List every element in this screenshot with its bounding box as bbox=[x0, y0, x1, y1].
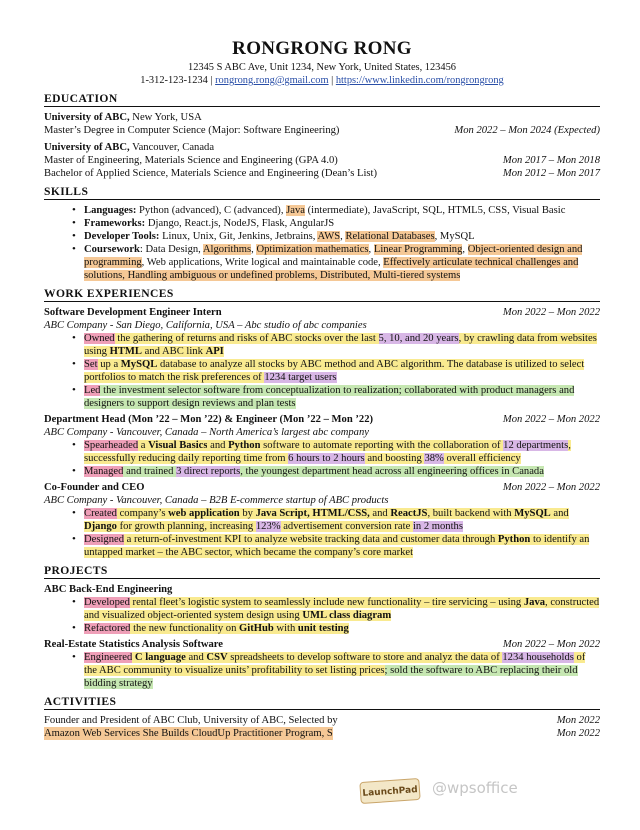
action-verb: Developed bbox=[84, 597, 130, 608]
school-location: New York, USA bbox=[129, 112, 202, 123]
skill-label: Languages: bbox=[84, 205, 137, 216]
bullet-text: to identify an untapped market – the ABC sector, which became the company’s core market bbox=[84, 534, 590, 558]
list-item bbox=[84, 465, 600, 478]
skill-text: , MySQL bbox=[434, 231, 475, 242]
tech: MySQL bbox=[514, 508, 551, 519]
activity-date: Mon 2022 bbox=[556, 715, 600, 726]
project-date: Mon 2022 – Mon 2022 bbox=[502, 639, 600, 650]
metric: 5, 10, and 20 years bbox=[378, 333, 459, 344]
skill-highlight: Optimization mathematics bbox=[256, 244, 369, 255]
job-company: ABC Company - Vancouver, Canada – North America’s largest abc company bbox=[44, 427, 369, 438]
job-company: ABC Company - Vancouver, Canada – B2B E-commerce startup of ABC products bbox=[44, 495, 389, 506]
skill-text: , bbox=[462, 244, 468, 255]
degree-date: Mon 2017 – Mon 2018 bbox=[502, 155, 600, 166]
bullet-text: software to automate reporting with the collaboration of bbox=[260, 440, 504, 451]
metric: 12 departments bbox=[503, 440, 569, 451]
tech: C language bbox=[134, 652, 186, 663]
tech: Java Script, HTML/CSS, bbox=[255, 508, 370, 519]
skill-label: Developer Tools: bbox=[84, 231, 160, 242]
bullet-text: , the youngest department head across all engineering offices in Canada bbox=[240, 466, 544, 477]
skills-section bbox=[44, 185, 600, 282]
separator: | bbox=[328, 75, 336, 86]
action-verb: Led bbox=[84, 385, 101, 396]
list-item bbox=[84, 596, 600, 622]
bullet-text: and bbox=[369, 508, 391, 519]
section-title-work: WORK EXPERIENCES bbox=[44, 287, 600, 302]
action-verb: Owned bbox=[84, 333, 115, 344]
metric: 1234 target users bbox=[264, 372, 337, 383]
metric: in 2 months bbox=[412, 521, 463, 532]
project-title: ABC Back-End Engineering bbox=[44, 584, 173, 595]
activity-row bbox=[44, 714, 600, 727]
bullet-text: and ABC link bbox=[141, 346, 206, 357]
skill-text: , Web applications, Write logical and maintainable code, bbox=[141, 257, 384, 268]
list-item bbox=[84, 230, 600, 243]
job-entry bbox=[44, 481, 600, 559]
job-date: Mon 2022 – Mon 2022 bbox=[502, 414, 600, 425]
skill-text: , bbox=[368, 244, 374, 255]
bullet-text: , built backend with bbox=[427, 508, 515, 519]
bullet-text: spreadsheets to develop software to store and analyz the data of bbox=[227, 652, 503, 663]
bullet-text: , successfully reducing daily reporting time from bbox=[84, 440, 571, 464]
bullet-text: and bbox=[550, 508, 569, 519]
section-title-projects: PROJECTS bbox=[44, 564, 600, 579]
bullet-text: , constructed and visualized object-oriented system design using bbox=[84, 597, 600, 621]
list-item bbox=[84, 651, 600, 690]
bullet-text: the gathering of returns and risks of ABC stocks over the last bbox=[114, 333, 379, 344]
bullet-text: by bbox=[239, 508, 256, 519]
job-entry bbox=[44, 413, 600, 478]
skill-text: , bbox=[340, 231, 346, 242]
bullet-text: database to analyze all stocks by ABC method and ABC algorithm. The database is utilized to select portfolios to match the risk preferences of bbox=[84, 359, 585, 383]
degree-date: Mon 2022 – Mon 2024 (Expected) bbox=[454, 125, 600, 136]
contact-line bbox=[44, 74, 600, 87]
project-entry bbox=[44, 583, 600, 635]
tech: unit testing bbox=[297, 623, 349, 634]
job-bullets bbox=[44, 439, 600, 478]
project-bullets bbox=[44, 651, 600, 690]
action-verb: Set bbox=[84, 359, 98, 370]
skill-highlight: Java bbox=[286, 205, 305, 216]
action-verb: Designed bbox=[84, 534, 125, 545]
bullet-text: the new functionality on bbox=[130, 623, 240, 634]
bullet-text: company’s bbox=[116, 508, 169, 519]
skill-text: , bbox=[122, 270, 128, 281]
list-item bbox=[84, 507, 600, 533]
activity-date: Mon 2022 bbox=[556, 728, 600, 739]
skill-text: Python (advanced), C (advanced), bbox=[136, 205, 287, 216]
project-bullets bbox=[44, 596, 600, 635]
skill-text: (intermediate), JavaScript, SQL, HTML5, CSS, Visual Basic bbox=[304, 205, 566, 216]
action-verb: Managed bbox=[84, 466, 124, 477]
skill-text: , bbox=[251, 244, 257, 255]
bullet-text: and bbox=[185, 652, 207, 663]
job-bullets bbox=[44, 507, 600, 559]
school-entry bbox=[44, 141, 600, 180]
bullet-text: for growth planning, increasing bbox=[116, 521, 256, 532]
bullet-text: rental fleet’s logistic system to seamlessly include new functionality – tire servicing – using bbox=[129, 597, 524, 608]
job-date: Mon 2022 – Mon 2022 bbox=[502, 482, 600, 493]
action-verb: Created bbox=[84, 508, 117, 519]
list-item bbox=[84, 384, 600, 410]
tech: Java bbox=[523, 597, 546, 608]
school-name: University of ABC, bbox=[44, 142, 130, 153]
skill-text: , bbox=[314, 270, 320, 281]
skill-text: Django, React.js, NodeJS, Flask, AngularJS bbox=[145, 218, 335, 229]
job-bullets bbox=[44, 332, 600, 410]
skill-highlight: Distributed bbox=[319, 270, 368, 281]
skill-text: Linux, Unix, Git, Jenkins, Jetbrains, bbox=[159, 231, 318, 242]
school-entry bbox=[44, 111, 600, 137]
linkedin-link[interactable]: https://www.linkedin.com/rongrongrong bbox=[335, 75, 504, 86]
metric: 3 direct reports bbox=[176, 466, 241, 477]
job-date: Mon 2022 – Mon 2022 bbox=[502, 307, 600, 318]
tech: Python bbox=[228, 440, 261, 451]
bullet-text: advertisement conversion rate bbox=[280, 521, 413, 532]
skill-label: Coursework bbox=[84, 244, 140, 255]
activity-text: Amazon Web Services She Builds CloudUp Practitioner Program, S bbox=[44, 728, 333, 739]
list-item bbox=[84, 439, 600, 465]
skill-highlight: AWS bbox=[317, 231, 341, 242]
bullet-text: and bbox=[207, 440, 229, 451]
list-item bbox=[84, 622, 600, 635]
job-title: Software Development Engineer Intern bbox=[44, 307, 222, 318]
job-title: Department Head (Mon ’22 – Mon ’22) & Engineer (Mon ’22 – Mon ’22) bbox=[44, 414, 374, 425]
bullet-text: up a bbox=[97, 359, 121, 370]
job-entry bbox=[44, 306, 600, 410]
sticker-stamp: LaunchPad bbox=[359, 778, 420, 804]
list-item bbox=[84, 217, 600, 230]
separator: | bbox=[207, 75, 216, 86]
bullet-text: of the ABC community to visualize units’ profitability to set listing prices bbox=[84, 652, 586, 676]
tech: GitHub bbox=[239, 623, 274, 634]
activity-text: Founder and President of ABC Club, University of ABC, Selected by bbox=[44, 715, 338, 726]
degree-row bbox=[44, 167, 600, 180]
tech: API bbox=[205, 346, 224, 357]
skill-highlight: Handling ambiguous or undefined problems bbox=[127, 270, 315, 281]
metric: 1234 households bbox=[502, 652, 574, 663]
bullet-text: a return-of-investment KPI to analyze website tracking data and customer data through bbox=[124, 534, 498, 545]
tech: CSV bbox=[206, 652, 228, 663]
tech: UML class diagram bbox=[302, 610, 392, 621]
bullet-text: , by crawling data from websites using bbox=[84, 333, 597, 357]
job-title: Co-Founder and CEO bbox=[44, 482, 145, 493]
tech: Python bbox=[497, 534, 531, 545]
bullet-text: the investment selector software from conceptualization to realization; collaborated with product managers and designers to support design reviews and plan tests bbox=[84, 385, 575, 409]
degree-name: Master’s Degree in Computer Science (Major: Software Engineering) bbox=[44, 125, 340, 136]
section-title-skills: SKILLS bbox=[44, 185, 600, 200]
tech: MySQL bbox=[120, 359, 158, 370]
degree-row bbox=[44, 124, 600, 137]
action-verb: Refactored bbox=[84, 623, 131, 634]
list-item bbox=[84, 332, 600, 358]
skill-highlight: Effectively articulate technical challenges and solutions bbox=[84, 257, 579, 281]
skill-highlight: Object-oriented design and programming bbox=[84, 244, 583, 268]
activities-section bbox=[44, 695, 600, 740]
phone: 1-312-123-1234 bbox=[140, 75, 208, 86]
degree-date: Mon 2012 – Mon 2017 bbox=[502, 168, 600, 179]
project-entry bbox=[44, 638, 600, 690]
list-item bbox=[84, 204, 600, 217]
resume-name: RONGRONG RONG bbox=[232, 38, 412, 59]
bullet-text: a bbox=[138, 440, 149, 451]
tech: Visual Basics bbox=[148, 440, 208, 451]
metric: 38% bbox=[424, 453, 444, 464]
school-location: Vancouver, Canada bbox=[129, 142, 215, 153]
action-verb: Engineered bbox=[84, 652, 133, 663]
action-verb: Spearheaded bbox=[84, 440, 139, 451]
metric: 123% bbox=[255, 521, 281, 532]
section-title-activities: ACTIVITIES bbox=[44, 695, 600, 710]
section-title-education: EDUCATION bbox=[44, 92, 600, 107]
bullet-text: overall efficiency bbox=[443, 453, 521, 464]
skills-list bbox=[44, 204, 600, 282]
email-link[interactable]: rongrong.rong@gmail.com bbox=[215, 75, 329, 86]
tech: ReactJS bbox=[390, 508, 428, 519]
project-title: Real-Estate Statistics Analysis Software bbox=[44, 639, 224, 650]
skill-highlight: Linear Programming bbox=[373, 244, 463, 255]
list-item bbox=[84, 533, 600, 559]
education-section bbox=[44, 92, 600, 180]
address: 12345 S ABC Ave, Unit 1234, New York, United States, 123456 bbox=[188, 62, 456, 73]
work-section bbox=[44, 287, 600, 559]
watermark: @wpsoffice bbox=[432, 779, 518, 797]
tech: web application bbox=[168, 508, 240, 519]
skill-text: , bbox=[367, 270, 373, 281]
tech: HTML bbox=[109, 346, 142, 357]
degree-name: Bachelor of Applied Science, Materials Science and Engineering (Dean’s List) bbox=[44, 168, 377, 179]
school-name: University of ABC, bbox=[44, 112, 130, 123]
degree-name: Master of Engineering, Materials Science and Engineering (GPA 4.0) bbox=[44, 155, 338, 166]
projects-section bbox=[44, 564, 600, 690]
skill-label: Frameworks: bbox=[84, 218, 146, 229]
skill-text: : Data Design, bbox=[139, 244, 203, 255]
tech: Django bbox=[84, 521, 117, 532]
list-item bbox=[84, 243, 600, 282]
degree-row bbox=[44, 154, 600, 167]
bullet-text: ; sold the software to ABC replacing their old bidding strategy bbox=[84, 665, 578, 689]
activity-row bbox=[44, 727, 600, 740]
bullet-text: and trained bbox=[123, 466, 177, 477]
list-item bbox=[84, 358, 600, 384]
bullet-text: with bbox=[273, 623, 298, 634]
skill-highlight: Relational Databases bbox=[345, 231, 435, 242]
skill-highlight: Multi-tiered systems bbox=[372, 270, 461, 281]
bullet-text: and boosting bbox=[364, 453, 425, 464]
skill-highlight: Algorithms bbox=[202, 244, 252, 255]
metric: 6 hours to 2 hours bbox=[288, 453, 365, 464]
job-company: ABC Company - San Diego, California, USA – Abc studio of abc companies bbox=[44, 320, 367, 331]
